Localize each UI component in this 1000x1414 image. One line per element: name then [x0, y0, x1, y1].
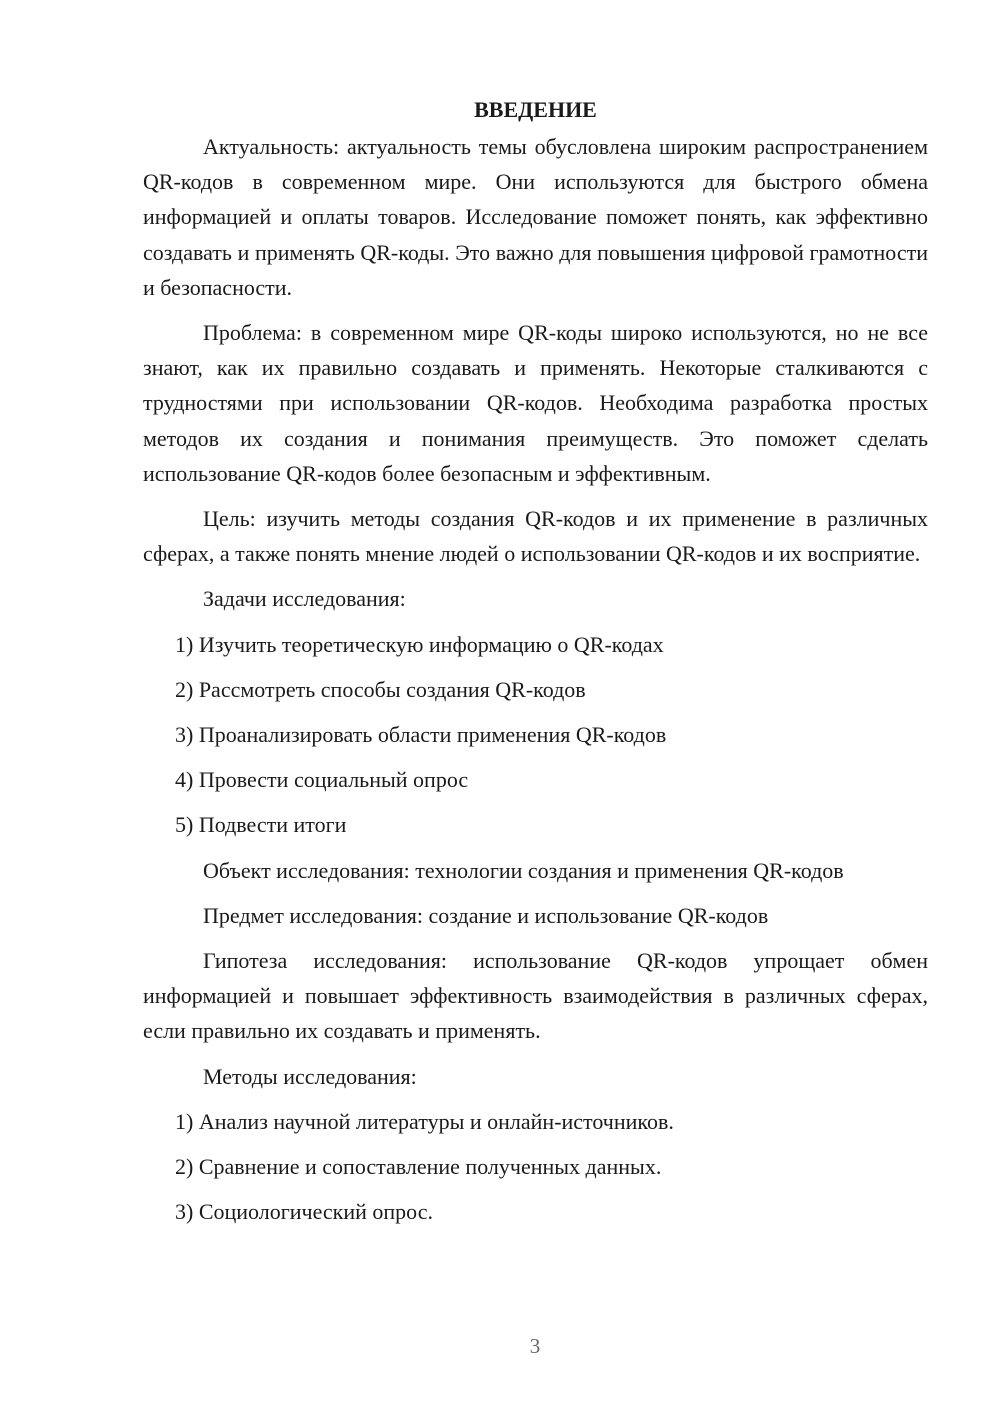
list-item: 5) Подвести итоги [175, 812, 347, 838]
section-title: ВВЕДЕНИЕ [474, 97, 597, 122]
list-item: 2) Рассмотреть способы создания QR-кодов [175, 676, 586, 702]
document-page [143, 92, 928, 1239]
subject-line: Предмет исследования: создание и использование QR-кодов [203, 902, 769, 928]
problem-paragraph: Проблема: в современном мире QR-коды широко используются, но не все знают, как их правильно создавать и применять. Некоторые сталкиваются с трудностями при использовании QR-кодов. Необходима разработка простых методов их создания и понимания преимуществ. Это поможет сделать использование QR-кодов более безопасным и эффективным. [143, 320, 928, 486]
list-item: 3) Проанализировать области применения QR-кодов [175, 722, 667, 748]
list-item: 3) Социологический опрос. [175, 1199, 433, 1225]
tasks-heading: Задачи исследования: [203, 586, 406, 612]
object-line: Объект исследования: технологии создания и применения QR-кодов [203, 857, 844, 883]
relevance-paragraph: Актуальность: актуальность темы обусловлена широким распространением QR-кодов в современном мире. Они используются для быстрого обмена информацией и оплаты товаров. Исследование поможет понять, как эффективно создавать и применять QR-коды. Это важно для повышения цифровой грамотности и безопасности. [143, 134, 928, 300]
methods-heading: Методы исследования: [203, 1063, 417, 1089]
hypothesis-paragraph: Гипотеза исследования: использование QR-кодов упрощает обмен информацией и повышает эффективность взаимодействия в различных сферах, если правильно их создавать и применять. [143, 948, 928, 1044]
goal-paragraph: Цель: изучить методы создания QR-кодов и их применение в различных сферах, а также понять мнение людей о использовании QR-кодов и их восприятие. [143, 506, 928, 567]
list-item: 1) Изучить теоретическую информацию о QR-кодах [175, 631, 664, 657]
methods-list [143, 1104, 928, 1230]
tasks-list [143, 627, 928, 843]
page-number: 3 [529, 1334, 541, 1358]
list-item: 4) Провести социальный опрос [175, 767, 469, 793]
list-item: 1) Анализ научной литературы и онлайн-источников. [175, 1108, 674, 1134]
list-item: 2) Сравнение и сопоставление полученных данных. [175, 1154, 662, 1180]
